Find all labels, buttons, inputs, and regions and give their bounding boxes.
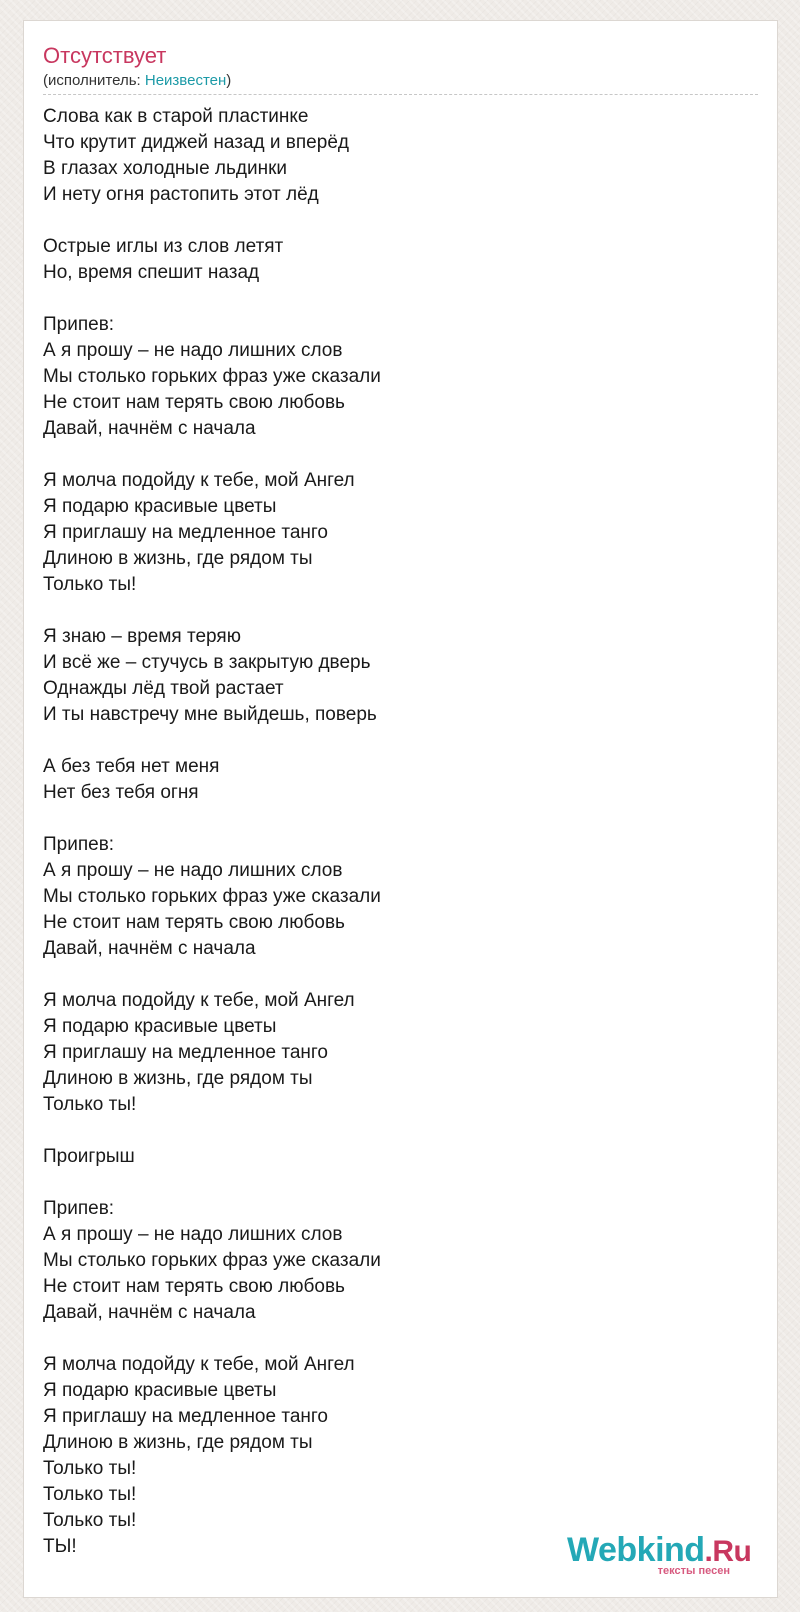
- artist-line: [43, 72, 231, 90]
- artist-link[interactable]: Неизвестен: [144, 72, 227, 89]
- song-title: Отсутствует: [43, 43, 167, 68]
- title-divider: [43, 94, 758, 95]
- artist-prefix: (исполнитель:: [43, 72, 145, 89]
- webkind-logo: [567, 1532, 762, 1582]
- lyrics-text: Слова как в старой пластинке Что крутит диджей назад и вперёд В глазах холодные льдинки И нету огня растопить этот лёд Острые иглы из слов летят Но, время спешит назад Припев: А я прошу – не надо лишних слов Мы столько горьких фраз уже сказали Не стоит нам терять свою любовь Давай, начнём с начала Я молча подойду к тебе, мой Ангел Я подарю красивые цветы Я приглашу на медленное танго Длиною в жизнь, где рядом ты Только ты! Я знаю – время теряю И всё же – стучусь в закрытую дверь Однажды лёд твой растает И ты навстречу мне выйдешь, поверь А без тебя нет меня Нет без тебя огня Припев: А я прошу – не надо лишних слов Мы столько горьких фраз уже сказали Не стоит нам терять свою любовь Давай, начнём с начала Я молча подойду к тебе, мой Ангел Я подарю красивые цветы Я приглашу на медленное танго Длиною в жизнь, где рядом ты Только ты! Проигрыш Припев: А я прошу – не надо лишних слов Мы столько горьких фраз уже сказали Не стоит нам терять свою любовь Давай, начнём с начала Я молча подойду к тебе, мой Ангел Я подарю красивые цветы Я приглашу на медленное танго Длиною в жизнь, где рядом ты Только ты! Только ты! Только ты! ТЫ!: [43, 106, 381, 1557]
- logo-brand-name: Webkind: [567, 1531, 705, 1569]
- logo-brand-tld: .Ru: [704, 1535, 752, 1568]
- logo-tagline: тексты песен: [657, 1565, 730, 1577]
- artist-suffix: ): [226, 72, 232, 89]
- lyrics-card: [23, 20, 778, 1598]
